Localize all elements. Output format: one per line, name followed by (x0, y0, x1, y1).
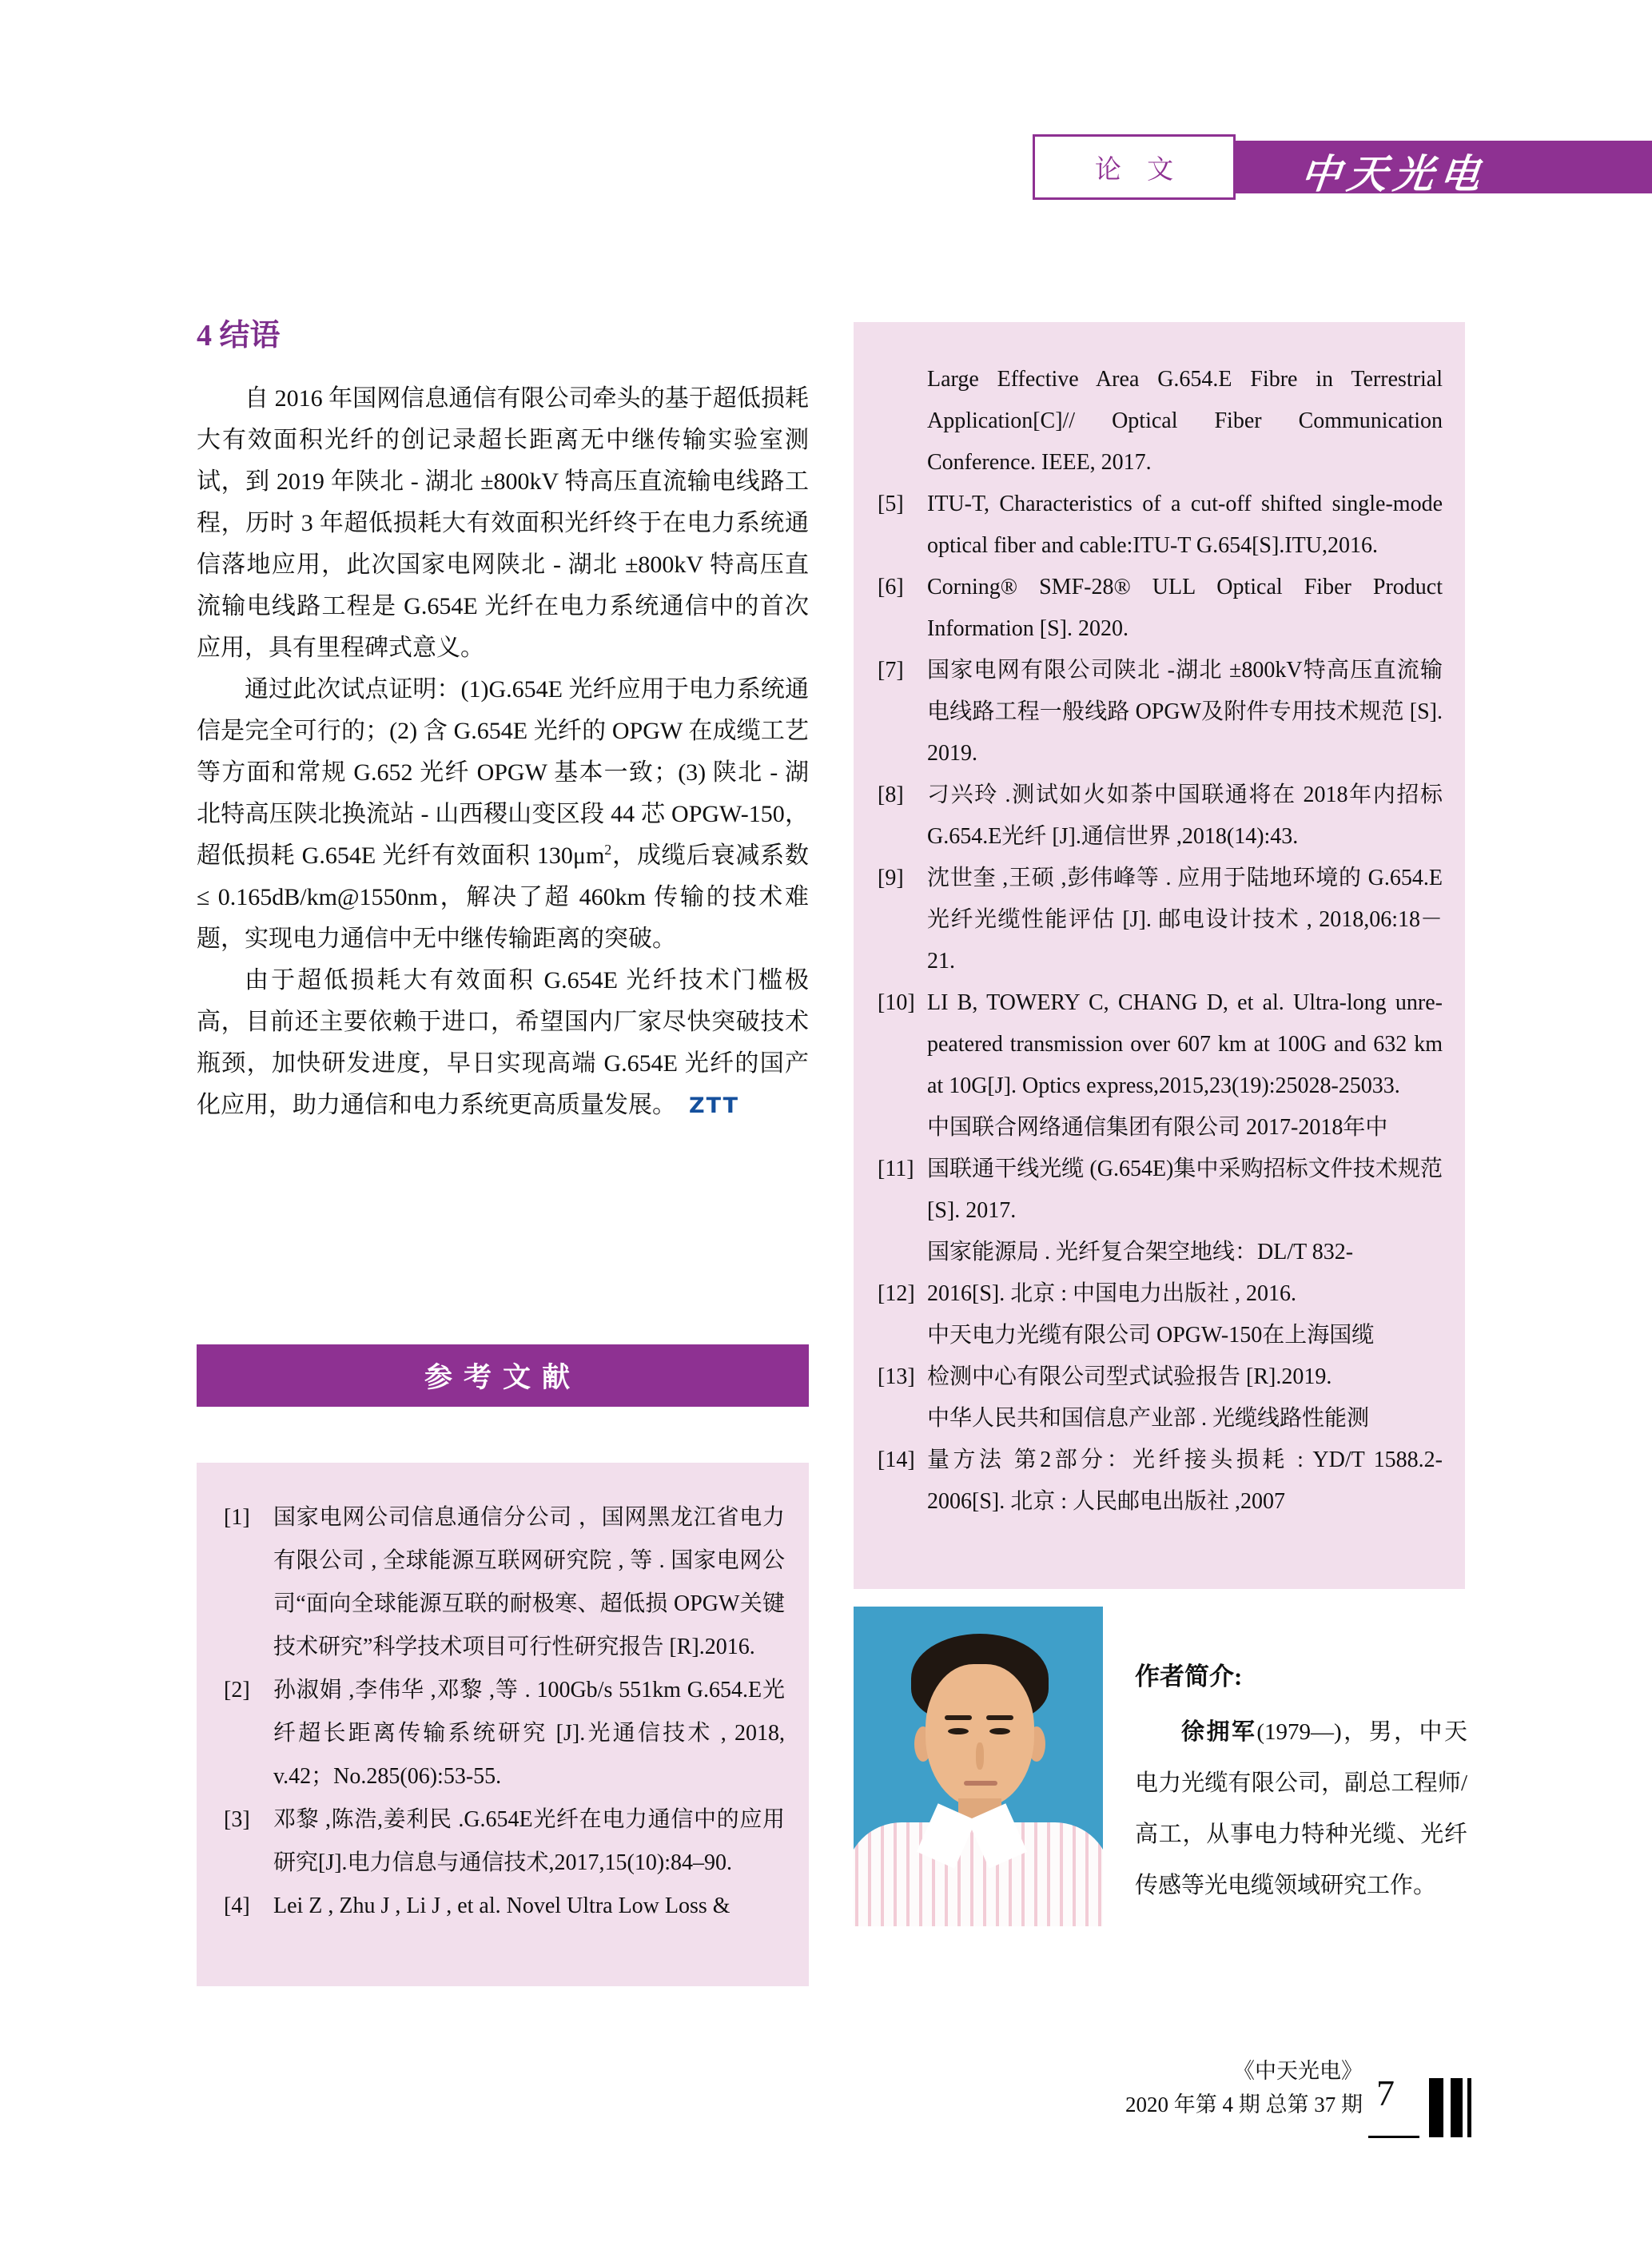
author-bio-section (1135, 1656, 1467, 1911)
reference-item-9 (878, 858, 1443, 982)
paragraph-3-text: 由于超低损耗大有效面积 G.654E 光纤技术门槛极高，目前还主要依赖于进口，希望国内厂家尽快突破技术瓶颈，加快研发进度，早日实现高端 G.654E 光纤的国产化应用，助力通信和电力系统更高质量发展。 (197, 967, 809, 1118)
author-photo (854, 1607, 1103, 1926)
reference-text: 沈世奎 ,王硕 ,彭伟峰等 . 应用于陆地环境的 G.654.E光纤光缆性能评估 [J]. 邮电设计技术 , 2018,06:18－ 21. (927, 866, 1443, 974)
reference-number: [13] (878, 1364, 915, 1389)
reference-number: [9] (878, 866, 904, 890)
reference-number: [5] (878, 492, 904, 516)
author-bio-body: (1979—)，男，中天电力光缆有限公司，副总工程师/高工，从事电力特种光缆、光纤传感等光电缆领域研究工作。 (1135, 1719, 1467, 1898)
reference-item-10 (878, 982, 1443, 1107)
reference-text: 检测中心有限公司型式试验报告 [R].2019. (927, 1364, 1332, 1389)
reference-text: Corning® SMF-28® ULL Optical Fiber Product Information [S]. 2020. (927, 575, 1443, 641)
footer-bar (1451, 2078, 1463, 2137)
paragraph-2-text: 通过此次试点证明：(1)G.654E 光纤应用于电力系统通信是完全可行的；(2) 含 G.654E 光纤的 OPGW 在成缆工艺等方面和常规 G.652 光纤 OPGW 基本一致；(3) 陕北 - 湖北特高压陕北换流站 - 山西稷山变区段 44 芯 OPGW-150，超低损耗 G.654E 光纤有效面积 130μm (197, 676, 809, 869)
reference-text: 孙淑娟 ,李伟华 ,邓黎 ,等 . 100Gb/s 551km G.654.E光纤超长距离传输系统研究 [J].光通信技术 , 2018, v.42；No.285(06):53-55. (273, 1678, 785, 1789)
conclusion-paragraph-1: 自 2016 年国网信息通信有限公司牵头的基于超低损耗大有效面积光纤的创记录超长距离无中继传输实验室测试，到 2019 年陕北 - 湖北 ±800kV 特高压直流输电线路工程，历时 3 年超低损耗大有效面积光纤终于在电力系统通信落地应用，此次国家电网陕北 - 湖北 ±800kV 特高压直流输电线路工程是 G.654E 光纤在电力系统通信中的首次应用，具有里程碑式意义。 (197, 385, 809, 661)
reference-text: Large Effective Area G.654.E Fibre in Terrestrial Application[C]// Optical Fiber Communication Conference. IEEE, 2017. (927, 367, 1443, 475)
reference-number: [12] (878, 1281, 915, 1306)
references-box-left (197, 1463, 809, 1986)
footer-bar (1429, 2078, 1443, 2137)
reference-item-14 (878, 1440, 1443, 1523)
reference-number: [7] (878, 658, 904, 683)
photo-eye-left (948, 1728, 969, 1734)
reference-number: [3] (224, 1807, 250, 1832)
reference-text: 刁兴玲 .测试如火如荼中国联通将在 2018年内招标 G.654.E光纤 [J].通信世界 ,2018(14):43. (927, 783, 1443, 849)
article-type-tab (1033, 134, 1236, 200)
reference-item-13 (878, 1356, 1443, 1398)
superscript-2: 2 (604, 842, 612, 858)
reference-number: [4] (224, 1894, 250, 1918)
reference-text: 中华人民共和国信息产业部 . 光缆线路性能测 (927, 1406, 1370, 1431)
reference-text: 量方法 第2部分：光纤接头损耗 : YD/T 1588.2-2006[S]. 北京 : 人民邮电出版社 ,2007 (927, 1448, 1443, 1514)
reference-item-4 (224, 1885, 785, 1928)
photo-brow-left (945, 1715, 972, 1720)
reference-text: 国联通干线光缆 (G.654E)集中采购招标文件技术规范 [S]. 2017. (927, 1157, 1443, 1223)
reference-text: 邓黎 ,陈浩,姜利民 .G.654E光纤在电力通信中的应用研究[J].电力信息与通信技术,2017,15(10):84–90. (273, 1807, 785, 1875)
photo-mouth (964, 1781, 997, 1786)
conclusion-paragraph-2 (197, 669, 809, 960)
author-bio-heading: 作者简介: (1135, 1663, 1243, 1690)
footer-journal-name: 《中天光电》 (1233, 2059, 1363, 2083)
footer-journal-info (1087, 2054, 1363, 2121)
footer-issue-info: 2020 年第 4 期 总第 37 期 (1125, 2093, 1363, 2117)
photo-eye-right (989, 1728, 1010, 1734)
paragraph-2-text-cont: ，成缆后衰减系数 ≤ 0.165dB/km@1550nm，解决了超 460km 传输的技术难题，实现电力通信中无中继传输距离的突破。 (197, 842, 809, 952)
reference-item-11 (878, 1149, 1443, 1232)
references-banner: 参考文献 (197, 1344, 809, 1407)
footer-bars-icon (1429, 2078, 1471, 2137)
reference-text: LI B, TOWERY C, CHANG D, et al. Ultra-long unre-peatered transmission over 607 km at 100G and 632 km at 10G[J]. Optics express,2015,23(19):25028-25033. (927, 990, 1443, 1098)
reference-item-13-lead (878, 1315, 1443, 1356)
reference-item-4-cont (878, 359, 1443, 484)
reference-item-14-lead (878, 1398, 1443, 1440)
reference-item-11-lead (878, 1107, 1443, 1149)
reference-item-12 (878, 1273, 1443, 1315)
reference-text: 国家能源局 . 光纤复合架空地线：DL/T 832- (927, 1240, 1354, 1264)
reference-number: [11] (878, 1157, 914, 1181)
reference-text: Lei Z , Zhu J , Li J , et al. Novel Ultra Low Loss & (273, 1894, 730, 1918)
photo-nose (976, 1742, 984, 1770)
reference-item-12-lead (878, 1232, 1443, 1273)
ztt-logo: ZTT (689, 1093, 740, 1118)
author-name: 徐拥军 (1181, 1719, 1257, 1745)
reference-item-3 (224, 1798, 785, 1885)
reference-number: [14] (878, 1448, 915, 1472)
photo-shirt (854, 1822, 1103, 1926)
reference-text: ITU-T, Characteristics of a cut-off shifted single-mode optical fiber and cable:ITU-T G.654[S].ITU,2016. (927, 492, 1443, 558)
reference-item-5 (878, 484, 1443, 567)
reference-item-1 (224, 1496, 785, 1669)
reference-number: [8] (878, 783, 904, 807)
reference-number: [6] (878, 575, 904, 599)
footer-bar (1467, 2078, 1471, 2137)
reference-text: 中国联合网络通信集团有限公司 2017-2018年中 (927, 1115, 1388, 1140)
reference-item-7 (878, 650, 1443, 775)
reference-item-8 (878, 775, 1443, 858)
reference-number: [10] (878, 990, 915, 1015)
journal-logo: 中天光电 (1298, 151, 1489, 197)
reference-text: 中天电力光缆有限公司 OPGW-150在上海国缆 (927, 1323, 1375, 1348)
reference-text: 国家电网公司信息通信分公司 ，国网黑龙江省电力有限公司 , 全球能源互联网研究院 , 等 . 国家电网公司“面向全球能源互联的耐极寒、超低损 OPGW关键技术研究”科学技术项目可行性研究报告 [R].2016. (273, 1505, 785, 1659)
conclusion-section (197, 310, 809, 1127)
references-box-right (854, 322, 1465, 1589)
reference-text: 国家电网有限公司陕北 -湖北 ±800kV特高压直流输电线路工程一般线路 OPGW及附件专用技术规范 [S]. 2019. (927, 658, 1443, 766)
conclusion-paragraph-3 (197, 960, 809, 1127)
photo-brow-right (986, 1715, 1013, 1720)
reference-text: 2016[S]. 北京 : 中国电力出版社 , 2016. (927, 1281, 1297, 1306)
article-type-label: 论 文 (1094, 155, 1184, 185)
reference-number: [1] (224, 1505, 250, 1530)
reference-item-2 (224, 1669, 785, 1798)
section-heading: 4 结语 (197, 319, 281, 352)
page-number: 7 (1376, 2073, 1395, 2113)
author-bio-text (1135, 1706, 1467, 1911)
photo-face (926, 1664, 1034, 1808)
page-number-rule (1368, 2136, 1419, 2138)
reference-item-6 (878, 567, 1443, 650)
reference-number: [2] (224, 1678, 250, 1702)
